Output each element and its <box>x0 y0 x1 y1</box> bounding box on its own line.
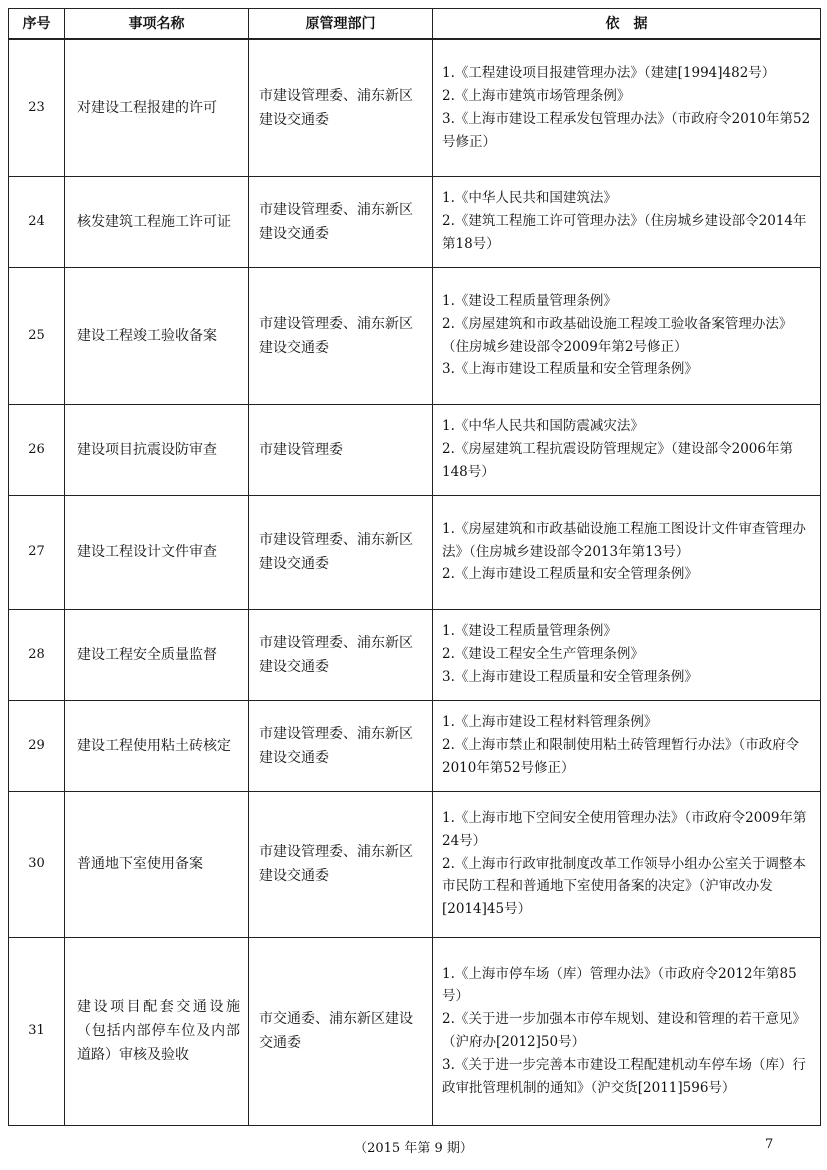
basis-entry: 1.《上海市建设工程材料管理条例》 <box>442 714 658 731</box>
row-department: 市建设管理委、浦东新区建设交通委 <box>249 176 433 267</box>
row-basis <box>433 495 821 609</box>
row-basis <box>433 609 821 700</box>
row-department: 市建设管理委、浦东新区建设交通委 <box>249 609 433 700</box>
row-seq: 28 <box>9 609 65 700</box>
row-basis <box>433 404 821 495</box>
row-seq: 24 <box>9 176 65 267</box>
basis-entry: 1.《中华人民共和国建筑法》 <box>442 190 617 207</box>
issue-label: （2015 年第 9 期） <box>354 1141 473 1156</box>
basis-entry: 2.《建设工程安全生产管理条例》 <box>442 646 644 663</box>
row-item-name: 核发建筑工程施工许可证 <box>65 176 249 267</box>
header-basis: 依 据 <box>433 9 821 40</box>
page-number: 7 <box>765 1137 774 1152</box>
row-department: 市交通委、浦东新区建设交通委 <box>249 937 433 1125</box>
header-seq: 序号 <box>9 9 65 40</box>
table-row <box>9 404 821 495</box>
table-row <box>9 495 821 609</box>
row-item-name: 建设项目抗震设防审查 <box>65 404 249 495</box>
row-item-name: 普通地下室使用备案 <box>65 791 249 937</box>
row-basis <box>433 267 821 404</box>
row-department: 市建设管理委 <box>249 404 433 495</box>
row-seq: 30 <box>9 791 65 937</box>
basis-entry: 1.《建设工程质量管理条例》 <box>442 292 617 309</box>
row-item-name: 建设工程使用粘土砖核定 <box>65 700 249 791</box>
row-basis <box>433 700 821 791</box>
table-row <box>9 267 821 404</box>
row-item-name: 建设工程安全质量监督 <box>65 609 249 700</box>
basis-entry: 2.《上海市禁止和限制使用粘土砖管理暂行办法》（市政府令2010年第52号修正） <box>442 737 800 776</box>
basis-entry: 2.《上海市行政审批制度改革工作领导小组办公室关于调整本市民防工程和普通地下室使用备案的决定》（沪审改办发[2014]45号） <box>442 855 806 918</box>
table-row <box>9 791 821 937</box>
row-basis <box>433 937 821 1125</box>
row-department: 市建设管理委、浦东新区建设交通委 <box>249 39 433 176</box>
basis-entry: 1.《上海市停车场（库）管理办法》（市政府令2012年第85号） <box>442 965 797 1005</box>
row-seq: 27 <box>9 495 65 609</box>
row-department: 市建设管理委、浦东新区建设交通委 <box>249 791 433 937</box>
row-item-name: 建设项目配套交通设施（包括内部停车位及内部道路）审核及验收 <box>65 937 249 1125</box>
basis-entry: 2.《房屋建筑工程抗震设防管理规定》（建设部令2006年第148号） <box>442 441 793 480</box>
basis-entry: 3.《上海市建设工程质量和安全管理条例》 <box>442 668 698 685</box>
row-seq: 31 <box>9 937 65 1125</box>
row-basis <box>433 176 821 267</box>
row-item-name: 建设工程设计文件审查 <box>65 495 249 609</box>
header-department: 原管理部门 <box>249 9 433 40</box>
table-header-row <box>9 9 821 40</box>
table-row <box>9 937 821 1125</box>
row-department: 市建设管理委、浦东新区建设交通委 <box>249 700 433 791</box>
basis-entry: 1.《工程建设项目报建管理办法》（建建[1994]482号） <box>442 65 776 82</box>
table-body <box>9 39 821 1125</box>
basis-entry: 1.《建设工程质量管理条例》 <box>442 623 617 640</box>
items-table <box>8 8 821 1126</box>
row-seq: 23 <box>9 39 65 176</box>
row-seq: 25 <box>9 267 65 404</box>
row-basis <box>433 791 821 937</box>
basis-entry: 2.《房屋建筑和市政基础设施工程竣工验收备案管理办法》（住房城乡建设部令2009年第2号修正） <box>442 315 793 355</box>
header-item-name: 事项名称 <box>65 9 249 40</box>
table-row <box>9 609 821 700</box>
basis-entry: 2.《建筑工程施工许可管理办法》（住房城乡建设部令2014年第18号） <box>442 213 807 252</box>
table-row <box>9 39 821 176</box>
row-item-name: 建设工程竣工验收备案 <box>65 267 249 404</box>
basis-entry: 3.《上海市建设工程质量和安全管理条例》 <box>442 361 698 378</box>
basis-entry: 3.《上海市建设工程承发包管理办法》（市政府令2010年第52号修正） <box>442 110 811 150</box>
basis-entry: 2.《上海市建设工程质量和安全管理条例》 <box>442 566 698 583</box>
row-seq: 29 <box>9 700 65 791</box>
basis-entry: 2.《上海市建筑市场管理条例》 <box>442 87 631 104</box>
row-department: 市建设管理委、浦东新区建设交通委 <box>249 495 433 609</box>
basis-entry: 1.《中华人民共和国防震减灾法》 <box>442 418 644 435</box>
row-basis <box>433 39 821 176</box>
basis-entry: 1.《上海市地下空间安全使用管理办法》（市政府令2009年第24号） <box>442 810 807 849</box>
basis-entry: 2.《关于进一步加强本市停车规划、建设和管理的若干意见》（沪府办[2012]50号） <box>442 1011 806 1050</box>
table-row <box>9 176 821 267</box>
row-item-name: 对建设工程报建的许可 <box>65 39 249 176</box>
basis-entry: 3.《关于进一步完善本市建设工程配建机动车停车场（库）行政审批管理机制的通知》（沪交货[2011]596号） <box>442 1056 806 1096</box>
basis-entry: 1.《房屋建筑和市政基础设施工程施工图设计文件审查管理办法》（住房城乡建设部令2013年第13号） <box>442 520 806 560</box>
row-seq: 26 <box>9 404 65 495</box>
row-department: 市建设管理委、浦东新区建设交通委 <box>249 267 433 404</box>
table-row <box>9 700 821 791</box>
